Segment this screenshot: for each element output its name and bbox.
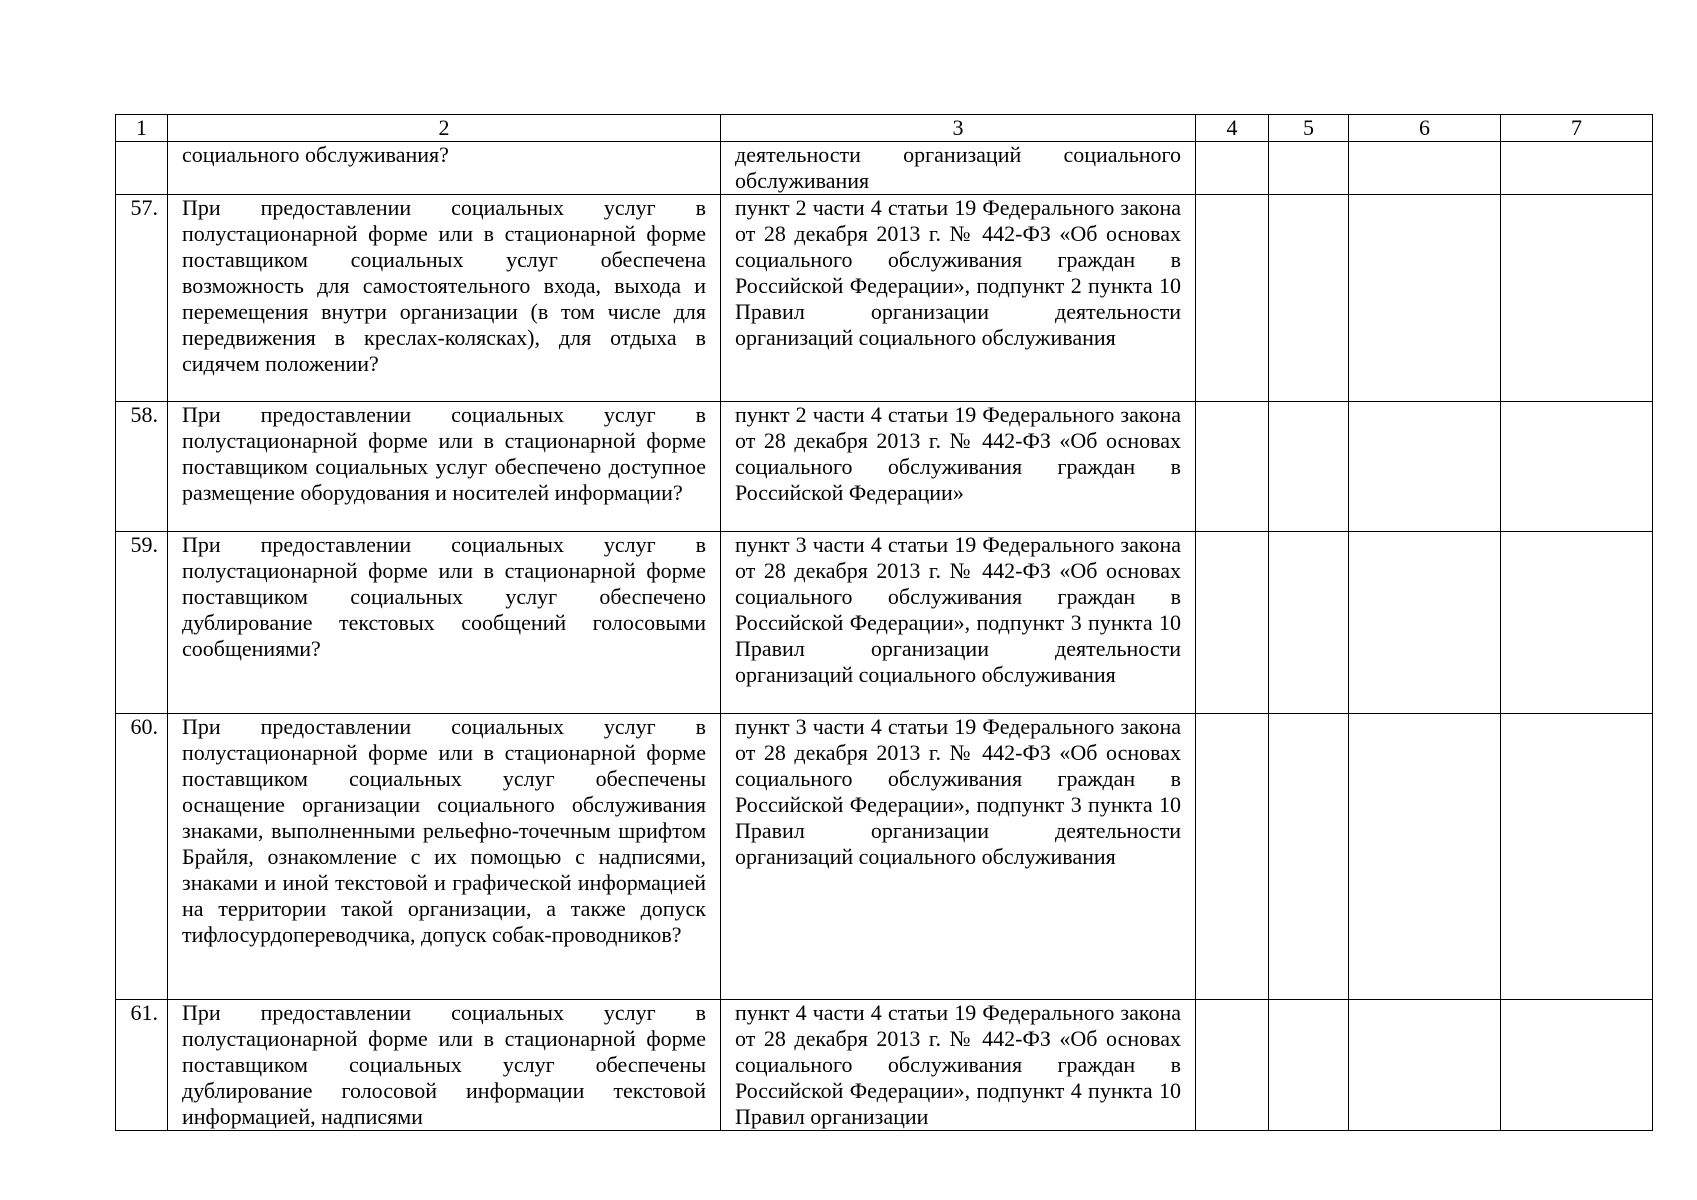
- answer-cell-not-applicable: [1349, 402, 1501, 532]
- answer-cell-not-applicable: [1349, 1000, 1501, 1131]
- notes-cell: [1501, 195, 1653, 402]
- question-text: При предоставлении социальных услуг в полустационарной форме или в стационарной форме поставщиком социальных услуг обеспечена возможность для самостоятельного входа, выхода и перемещения внутри организации (в том числе для передвижения в креслах-колясках), для отдыха в сидячем положении?: [168, 195, 721, 402]
- answer-cell-no: [1269, 195, 1349, 402]
- table-row: [116, 532, 1653, 714]
- legal-basis-text: деятельности организаций социального обслуживания: [721, 142, 1196, 195]
- legal-basis-text: пункт 2 части 4 статьи 19 Федерального закона от 28 декабря 2013 г. № 442-ФЗ «Об основах социального обслуживания граждан в Российской Федерации»: [721, 402, 1196, 532]
- question-text: При предоставлении социальных услуг в полустационарной форме или в стационарной форме поставщиком социальных услуг обеспечены дублирование голосовой информации текстовой информацией, надписями: [168, 1000, 721, 1131]
- answer-cell-not-applicable: [1349, 714, 1501, 1000]
- answer-cell-not-applicable: [1349, 532, 1501, 714]
- question-text: При предоставлении социальных услуг в полустационарной форме или в стационарной форме поставщиком социальных услуг обеспечено дублирование текстовых сообщений голосовыми сообщениями?: [168, 532, 721, 714]
- column-number-row: [116, 115, 1653, 142]
- checklist-table: [115, 114, 1653, 1131]
- table-row: [116, 714, 1653, 1000]
- answer-cell-no: [1269, 142, 1349, 195]
- column-number-2: 2: [168, 115, 721, 142]
- answer-cell-not-applicable: [1349, 195, 1501, 402]
- table-row: [116, 195, 1653, 402]
- answer-cell-yes: [1196, 1000, 1269, 1131]
- row-number: [116, 142, 168, 195]
- row-number: 60.: [116, 714, 168, 1000]
- legal-basis-text: пункт 2 части 4 статьи 19 Федерального закона от 28 декабря 2013 г. № 442-ФЗ «Об основах социального обслуживания граждан в Российской Федерации», подпункт 2 пункта 10 Правил организации деятельности организаций социального обслуживания: [721, 195, 1196, 402]
- column-number-1: 1: [116, 115, 168, 142]
- question-text: При предоставлении социальных услуг в полустационарной форме или в стационарной форме поставщиком социальных услуг обеспечено доступное размещение оборудования и носителей информации?: [168, 402, 721, 532]
- answer-cell-no: [1269, 1000, 1349, 1131]
- answer-cell-yes: [1196, 714, 1269, 1000]
- notes-cell: [1501, 1000, 1653, 1131]
- legal-basis-text: пункт 3 части 4 статьи 19 Федерального закона от 28 декабря 2013 г. № 442-ФЗ «Об основах социального обслуживания граждан в Российской Федерации», подпункт 3 пункта 10 Правил организации деятельности организаций социального обслуживания: [721, 532, 1196, 714]
- answer-cell-no: [1269, 402, 1349, 532]
- answer-cell-yes: [1196, 142, 1269, 195]
- row-number: 61.: [116, 1000, 168, 1131]
- row-number: 59.: [116, 532, 168, 714]
- answer-cell-no: [1269, 714, 1349, 1000]
- answer-cell-yes: [1196, 402, 1269, 532]
- notes-cell: [1501, 532, 1653, 714]
- notes-cell: [1501, 402, 1653, 532]
- notes-cell: [1501, 142, 1653, 195]
- answer-cell-no: [1269, 532, 1349, 714]
- legal-basis-text: пункт 4 части 4 статьи 19 Федерального закона от 28 декабря 2013 г. № 442-ФЗ «Об основах социального обслуживания граждан в Российской Федерации», подпункт 4 пункта 10 Правил организации: [721, 1000, 1196, 1131]
- answer-cell-yes: [1196, 532, 1269, 714]
- table-row: [116, 1000, 1653, 1131]
- question-text: социального обслуживания?: [168, 142, 721, 195]
- row-number: 57.: [116, 195, 168, 402]
- question-text: При предоставлении социальных услуг в полустационарной форме или в стационарной форме поставщиком социальных услуг обеспечены оснащение организации социального обслуживания знаками, выполненными рельефно-точечным шрифтом Брайля, ознакомление с их помощью с надписями, знаками и иной текстовой и графической информацией на территории такой организации, а также допуск тифлосурдопереводчика, допуск собак-проводников?: [168, 714, 721, 1000]
- column-number-4: 4: [1196, 115, 1269, 142]
- notes-cell: [1501, 714, 1653, 1000]
- column-number-6: 6: [1349, 115, 1501, 142]
- column-number-5: 5: [1269, 115, 1349, 142]
- column-number-3: 3: [721, 115, 1196, 142]
- answer-cell-yes: [1196, 195, 1269, 402]
- answer-cell-not-applicable: [1349, 142, 1501, 195]
- table-row: [116, 142, 1653, 195]
- column-number-7: 7: [1501, 115, 1653, 142]
- table-row: [116, 402, 1653, 532]
- legal-basis-text: пункт 3 части 4 статьи 19 Федерального закона от 28 декабря 2013 г. № 442-ФЗ «Об основах социального обслуживания граждан в Российской Федерации», подпункт 3 пункта 10 Правил организации деятельности организаций социального обслуживания: [721, 714, 1196, 1000]
- row-number: 58.: [116, 402, 168, 532]
